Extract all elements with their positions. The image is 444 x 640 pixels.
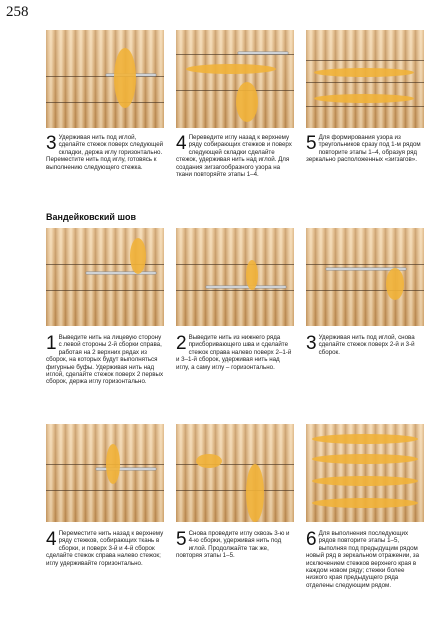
page-number: 258 — [6, 4, 29, 20]
step-text: Удерживая нить под иглой, снова сделайте стежок поверх 2-й и 3-й сборок. — [318, 334, 415, 356]
step-number: 5 — [176, 529, 187, 550]
section-title: Вандейковский шов — [46, 212, 136, 222]
step-photo-mid-3 — [306, 228, 424, 326]
step-number: 6 — [306, 529, 317, 550]
step-photo-top-5 — [306, 30, 424, 128]
step-number: 1 — [46, 333, 57, 354]
step-photo-mid-1 — [46, 228, 164, 326]
step-number: 2 — [176, 333, 187, 354]
step-caption-top-4 — [176, 134, 294, 178]
step-number: 3 — [46, 133, 57, 154]
step-text: Выведите нить на лицевую сторону с левой стороны 2-й сборки справа, работая на 2 верхних рядах из сборок, на которых будут выполняться фигурные буфы. Удерживая нить над иглой, сделайте стежок поверх 2 первых сборок, держа иглу горизонтально. — [46, 334, 164, 386]
step-caption-mid-3 — [306, 334, 424, 356]
step-photo-top-4 — [176, 30, 294, 128]
step-text: Снова проведите иглу сквозь 3-ю и 4-ю сборки, удерживая нить под иглой. Продолжайте так же, повторяя этапы 1–5. — [176, 530, 290, 560]
step-caption-top-5 — [306, 134, 424, 164]
step-photo-bottom-6 — [306, 424, 424, 522]
step-number: 3 — [306, 333, 317, 354]
step-text: Переведите иглу назад к верхнему ряду собирающих стежков и поверх следующей складки сделайте стежок, удерживая нить над иглой. Для создания зигзагообразного узора на ткани повторяйте этапы 1–4. — [176, 134, 292, 179]
step-text: Для выполнения последующих рядов повторите этапы 1–5, выполняя под предыдущим рядом новый ряд в зеркальном отражении, за исключением стежков верхнего края в каждом новом ряду; стежки более низкого края предыдущего ряда отделены следующим рядом. — [306, 530, 420, 589]
step-text: Переместите нить назад к верхнему ряду стежков, собирающих ткань в сборки, и поверх 3-й и 4-й сборок сделайте стежок справа налево стежок; иглу удерживайте горизонтально. — [46, 530, 164, 567]
step-caption-mid-1 — [46, 334, 164, 386]
step-number: 4 — [176, 133, 187, 154]
step-caption-top-3 — [46, 134, 164, 171]
step-text: Удерживая нить под иглой, сделайте стежок поверх следующей складки, держа иглу горизонтально. Переместите нить под иглу, готовясь к выполнению следующего стежка. — [46, 134, 164, 171]
step-caption-bottom-6 — [306, 530, 424, 589]
step-photo-bottom-4 — [46, 424, 164, 522]
step-number: 4 — [46, 529, 57, 550]
step-caption-bottom-5 — [176, 530, 294, 560]
step-caption-bottom-4 — [46, 530, 164, 567]
step-text: Выведите нить из нижнего ряда присборивающего шва и сделайте стежок справа налево поверх 2–1-й и 3–1-й сборок, удерживая нить над иглу, а саму иглу – горизонтально. — [176, 334, 292, 371]
step-number: 5 — [306, 133, 317, 154]
step-text: Для формирования узора из треугольников сразу под 1-м рядом повторите этапы 1–4, образуя ряд зеркально расположенных «зигзагов». — [306, 134, 421, 164]
step-photo-top-3 — [46, 30, 164, 128]
step-photo-mid-2 — [176, 228, 294, 326]
step-photo-bottom-5 — [176, 424, 294, 522]
step-caption-mid-2 — [176, 334, 294, 371]
